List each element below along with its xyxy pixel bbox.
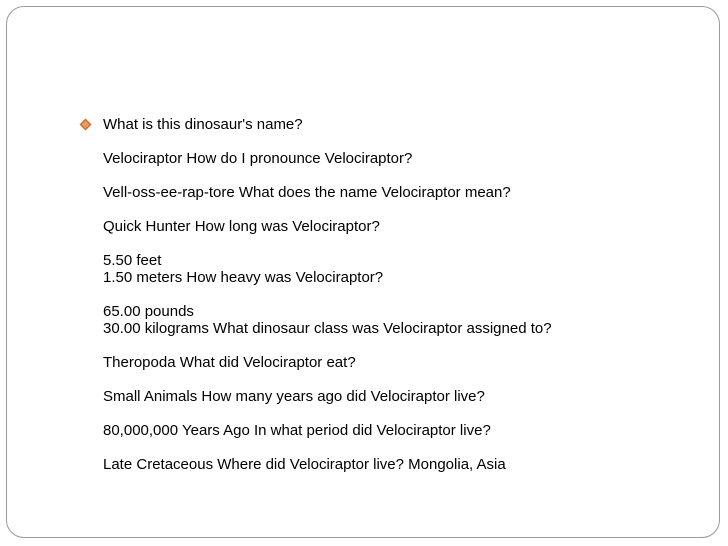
paragraph-8: Small Animals How many years ago did Velociraptor live? bbox=[103, 388, 485, 405]
paragraph-2: Velociraptor How do I pronounce Velociraptor? bbox=[103, 150, 413, 167]
paragraph-7: Theropoda What did Velociraptor eat? bbox=[103, 354, 356, 371]
paragraph-10: Late Cretaceous Where did Velociraptor live? Mongolia, Asia bbox=[103, 456, 506, 473]
paragraph-3: Vell-oss-ee-rap-tore What does the name Velociraptor mean? bbox=[103, 184, 511, 201]
paragraph-5: 5.50 feet 1.50 meters How heavy was Velociraptor? bbox=[103, 252, 384, 286]
bullet-item bbox=[76, 116, 676, 473]
paragraph-6: 65.00 pounds 30.00 kilograms What dinosaur class was Velociraptor assigned to? bbox=[103, 303, 552, 337]
orange-bullet-icon bbox=[79, 118, 92, 131]
slide-content bbox=[76, 116, 676, 490]
paragraph-4: Quick Hunter How long was Velociraptor? bbox=[103, 218, 380, 235]
paragraph-1: What is this dinosaur's name? bbox=[103, 116, 303, 133]
paragraph-9: 80,000,000 Years Ago In what period did Velociraptor live? bbox=[103, 422, 491, 439]
